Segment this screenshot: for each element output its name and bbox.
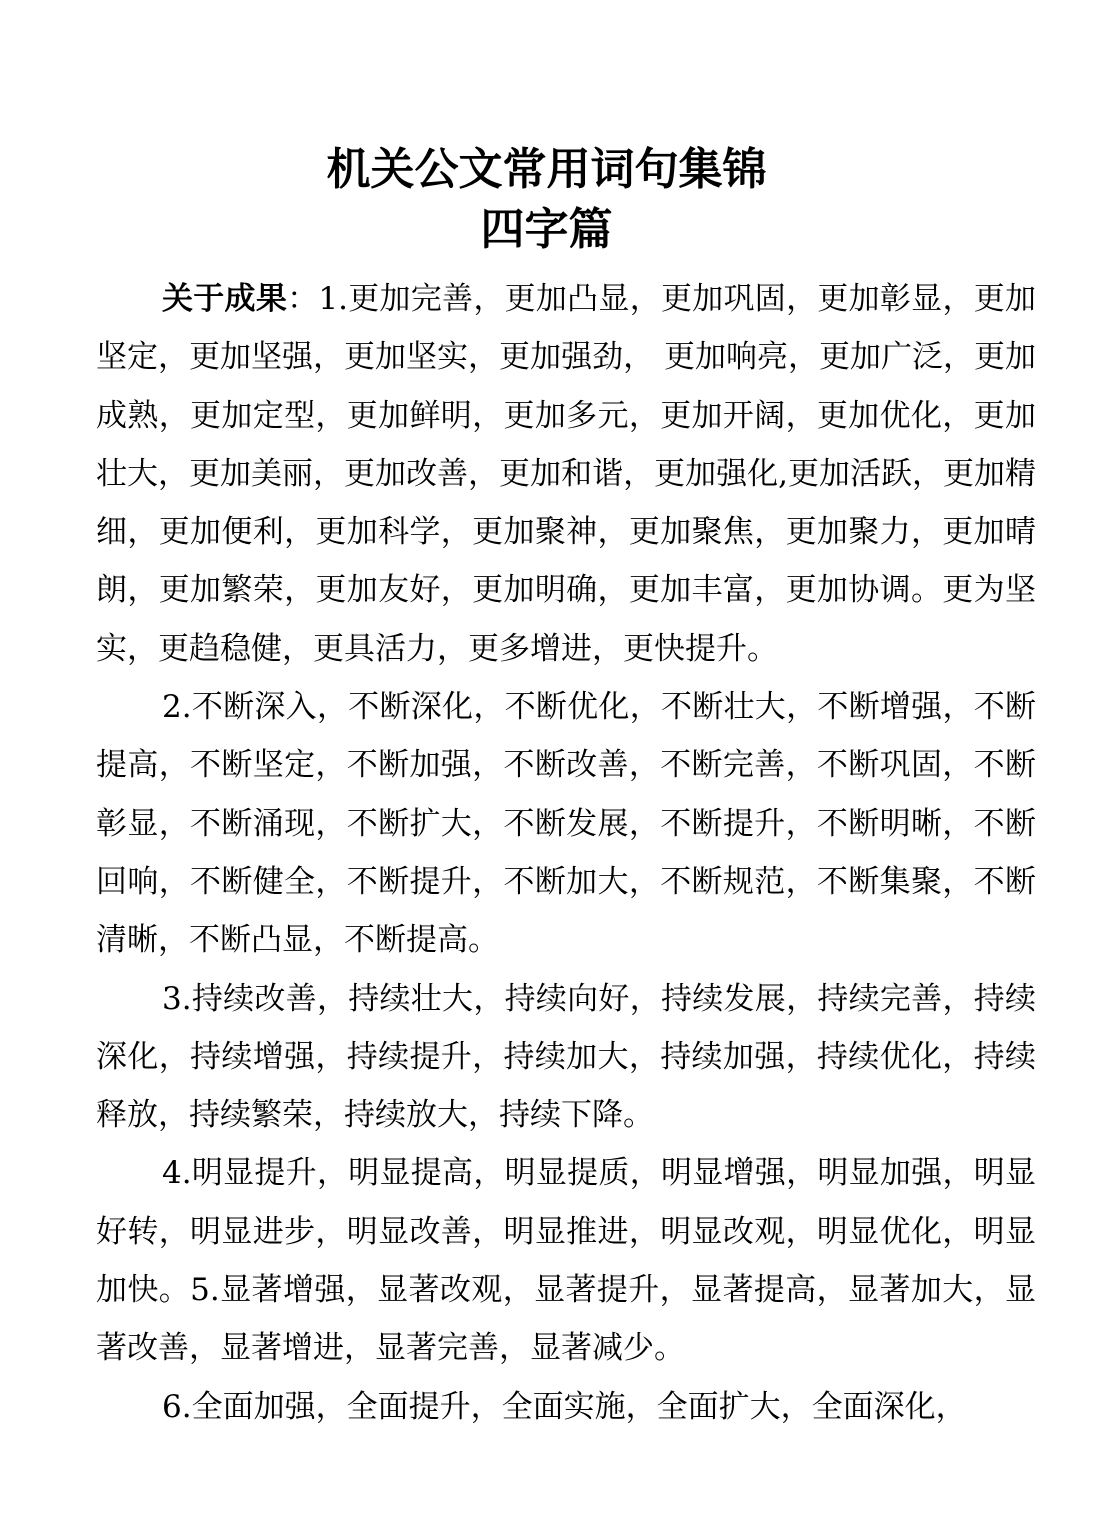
paragraph-lead: 关于成果 [162, 281, 288, 317]
paragraph-text: ：1.更加完善，更加凸显，更加巩固，更加彰显，更加坚定，更加坚强，更加坚实，更加强劲， 更加响亮，更加广泛，更加成熟，更加定型，更加鲜明，更加多元，更加开阔，更加优化，更加壮大，更加美丽，更加改善，更加和谐，更加强化,更加活跃，更加精细，更加便利，更加科学，更加聚神，更加聚焦，更加聚力，更加晴朗，更加繁荣，更加友好，更加明确，更加丰富，更加协调。更为坚实，更趋稳健，更具活力，更多增进，更快提升。 [96, 281, 1037, 667]
paragraph-4: 4.明显提升，明显提高，明显提质，明显增强，明显加强，明显好转，明显进步，明显改善，明显推进，明显改观，明显优化，明显加快。5.显著增强，显著改观，显著提升，显著提高，显著加大，显著改善，显著增进，显著完善，显著减少。 [96, 1155, 1036, 1367]
paragraph-3: 3.持续改善，持续壮大，持续向好，持续发展，持续完善，持续深化，持续增强，持续提升，持续加大，持续加强，持续优化，持续释放，持续繁荣，持续放大，持续下降。 [96, 980, 1036, 1134]
title-line-1: 机关公文常用词句集锦 [326, 144, 767, 195]
title-line-2: 四字篇 [480, 204, 613, 255]
document-title [0, 140, 1093, 260]
document-body [96, 270, 1036, 1436]
paragraph-2: 2.不断深入，不断深化，不断优化，不断壮大，不断增强，不断提高，不断坚定，不断加强，不断改善，不断完善，不断巩固，不断彰显，不断涌现，不断扩大，不断发展，不断提升，不断明晰，不断回响，不断健全，不断提升，不断加大，不断规范，不断集聚，不断清晰，不断凸显，不断提高。 [96, 689, 1036, 959]
paragraph-6: 6.全面加强，全面提升，全面实施，全面扩大，全面深化， [162, 1388, 967, 1425]
paragraph-results [96, 270, 1036, 678]
